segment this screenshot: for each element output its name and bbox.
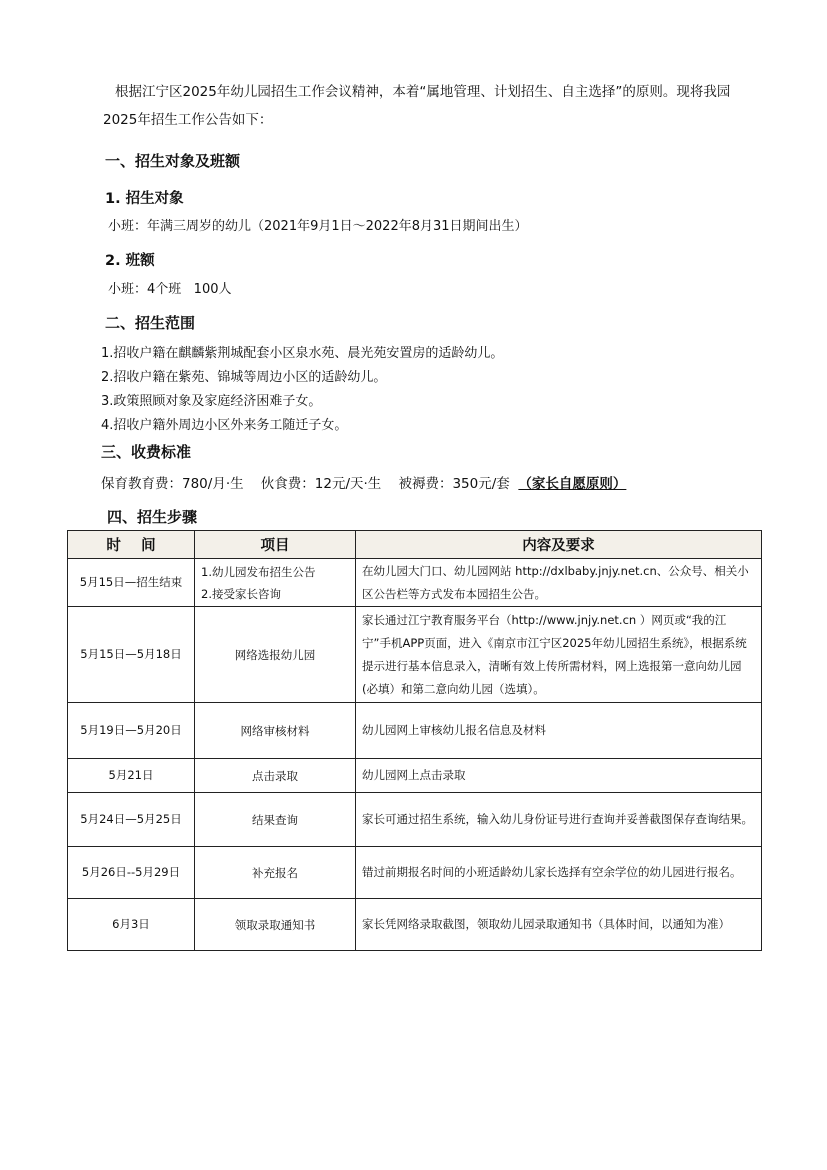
scope-item-2: 2.招收户籍在紫苑、锦城等周边小区的适龄幼儿。 xyxy=(101,370,387,385)
section-title-4: 四、招生步骤 xyxy=(107,508,198,526)
header-item: 项目 xyxy=(195,531,356,559)
row-item: 补充报名 xyxy=(195,847,356,899)
row-item: 领取录取通知书 xyxy=(195,899,356,951)
table-row xyxy=(68,847,762,899)
row-time: 5月26日--5月29日 xyxy=(68,847,195,899)
row-item: 点击录取 xyxy=(195,759,356,793)
row-item-line: 2.接受家长咨询 xyxy=(201,586,281,601)
section-title-1: 一、招生对象及班额 xyxy=(105,152,241,170)
row-time: 5月19日—5月20日 xyxy=(68,703,195,759)
table-row xyxy=(68,607,762,703)
table-row xyxy=(68,703,762,759)
row-item: 网络选报幼儿园 xyxy=(195,607,356,703)
table-row xyxy=(68,559,762,607)
row-content: 错过前期报名时间的小班适龄幼儿家长选择有空余学位的幼儿园进行报名。 xyxy=(356,847,762,899)
row-time: 5月15日—5月18日 xyxy=(68,607,195,703)
table-row xyxy=(68,793,762,847)
class-size-text: 小班：4个班 100人 xyxy=(108,282,232,297)
table-row xyxy=(68,899,762,951)
row-time: 5月15日—招生结束 xyxy=(68,559,195,607)
section-title-3: 三、收费标准 xyxy=(101,443,192,461)
header-time: 时 间 xyxy=(68,531,195,559)
fee-note: （家长自愿原则） xyxy=(518,476,627,492)
scope-item-4: 4.招收户籍外周边小区外来务工随迁子女。 xyxy=(101,418,348,433)
row-content: 在幼儿园大门口、幼儿园网站 http://dxlbaby.jnjy.net.cn、公众号、相关小区公告栏等方式发布本园招生公告。 xyxy=(356,559,762,607)
recruit-target-text: 小班：年满三周岁的幼儿（2021年9月1日～2022年8月31日期间出生） xyxy=(108,219,528,234)
fee-line xyxy=(101,472,626,492)
row-content: 幼儿园网上审核幼儿报名信息及材料 xyxy=(356,703,762,759)
intro-text: 根据江宁区2025年幼儿园招生工作会议精神，本着“属地管理、计划招生、自主选择”的原则。现将我园2025年招生工作公告如下： xyxy=(103,84,731,128)
row-time: 6月3日 xyxy=(68,899,195,951)
row-content: 家长凭网络录取截图，领取幼儿园录取通知书（具体时间，以通知为准） xyxy=(356,899,762,951)
fee-text: 保育教育费：780/月·生 伙食费：12元/天·生 被褥费：350元/套 xyxy=(101,476,510,492)
subsection-title-recruit-target: 1. 招生对象 xyxy=(105,191,184,207)
row-content: 家长可通过招生系统，输入幼儿身份证号进行查询并妥善截图保存查询结果。 xyxy=(356,793,762,847)
row-time: 5月21日 xyxy=(68,759,195,793)
table-row xyxy=(68,759,762,793)
scope-item-1: 1.招收户籍在麒麟紫荆城配套小区泉水苑、晨光苑安置房的适龄幼儿。 xyxy=(101,346,504,361)
row-item xyxy=(195,559,356,607)
intro-paragraph xyxy=(103,78,763,134)
section-title-2: 二、招生范围 xyxy=(105,314,196,332)
row-item-line: 1.幼儿园发布招生公告 xyxy=(201,564,316,579)
row-item: 网络审核材料 xyxy=(195,703,356,759)
table-header-row xyxy=(68,531,762,559)
header-content: 内容及要求 xyxy=(356,531,762,559)
row-item: 结果查询 xyxy=(195,793,356,847)
row-content: 幼儿园网上点击录取 xyxy=(356,759,762,793)
row-content: 家长通过江宁教育服务平台（http://www.jnjy.net.cn ）网页或“我的江宁”手机APP页面，进入《南京市江宁区2025年幼儿园招生系统》，根据系统提示进行基本信息录入，清晰有效上传所需材料，网上选报第一意向幼儿园(必填）和第二意向幼儿园（选填）。 xyxy=(356,607,762,703)
enrollment-steps-table xyxy=(67,530,762,951)
subsection-title-class-size: 2. 班额 xyxy=(105,253,155,269)
row-time: 5月24日—5月25日 xyxy=(68,793,195,847)
scope-item-3: 3.政策照顾对象及家庭经济困难子女。 xyxy=(101,394,322,409)
